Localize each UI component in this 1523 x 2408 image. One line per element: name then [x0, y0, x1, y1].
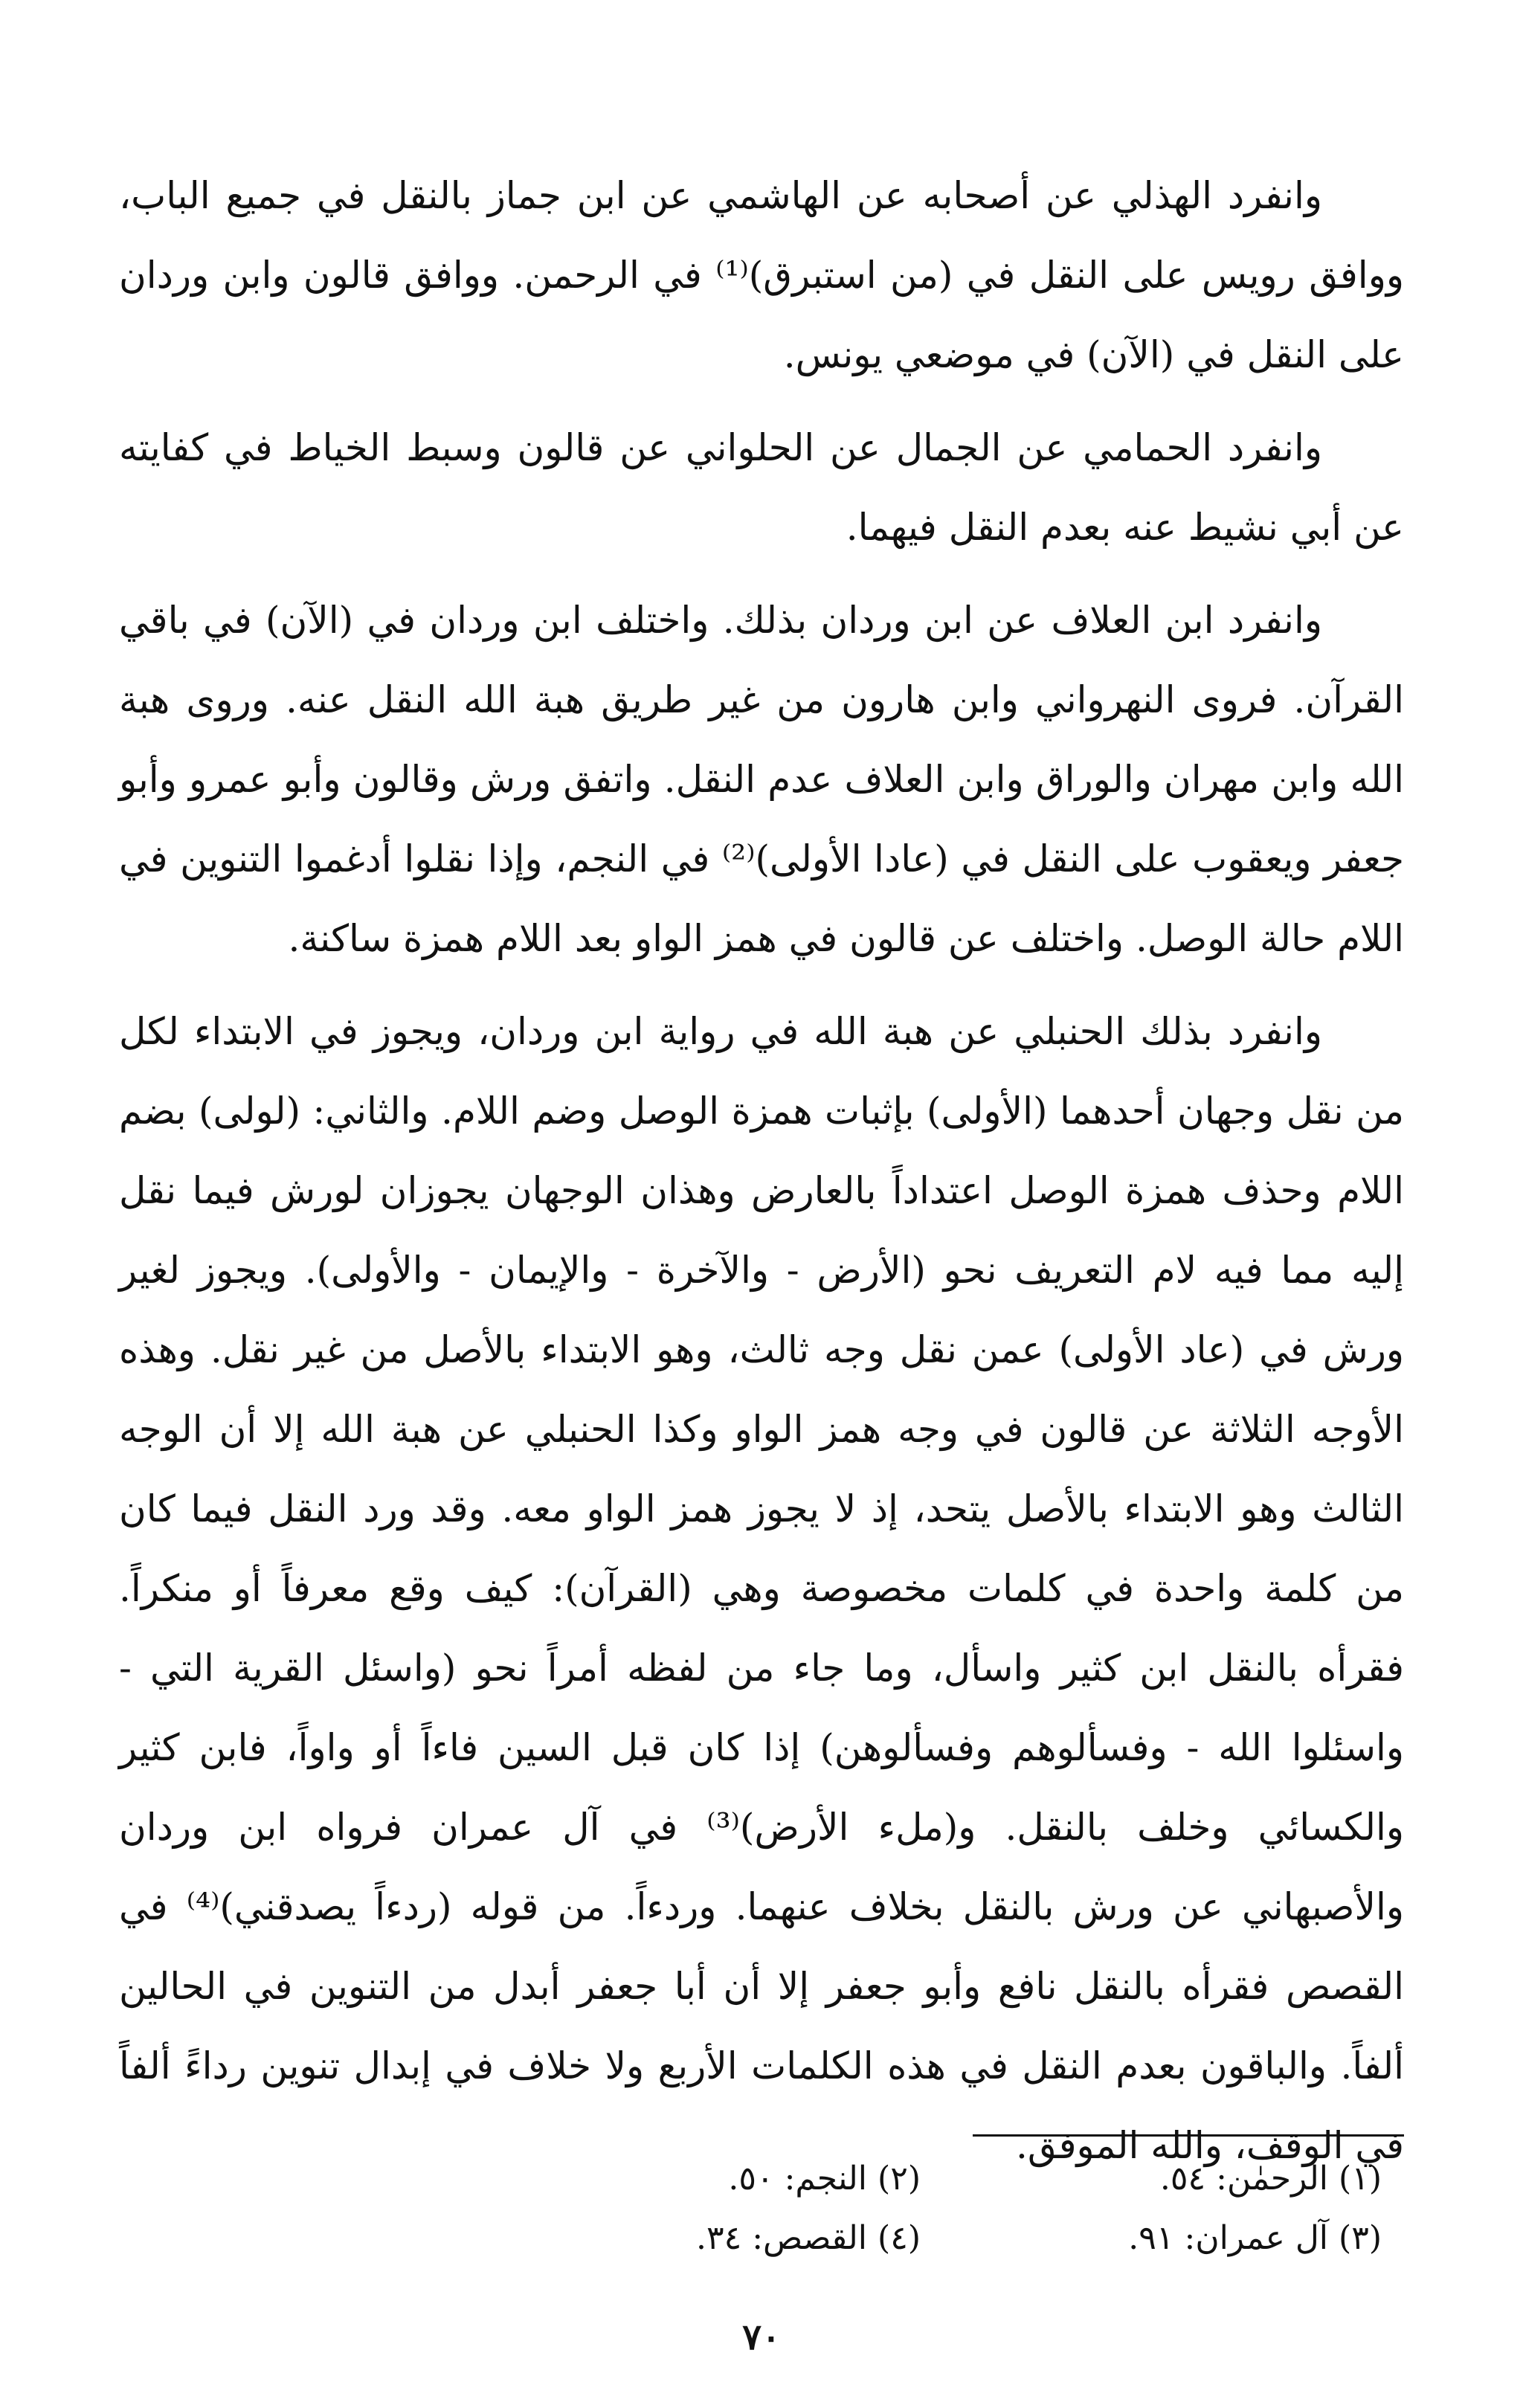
- footnote-row: [415, 2149, 1382, 2209]
- paragraph-3: وانفرد ابن العلاف عن ابن وردان بذلك. واختلف ابن وردان في (الآن) في باقي القرآن. فروى النهرواني وابن هارون من غير طريق هبة الله النقل عنه. وروى هبة الله وابن مهران والوراق وابن العلاف عدم النقل. واتفق ورش وقالون وأبو عمرو وأبو جعفر ويعقوب على النقل في (عادا الأولى)⁽²⁾ في النجم، وإذا نقلوا أدغموا التنوين في اللام حالة الوصل. واختلف عن قالون في همز الواو بعد اللام همزة ساكنة.: [119, 599, 1405, 960]
- footnote-text: القصص: ٣٤.: [695, 2219, 868, 2257]
- main-text: [119, 156, 1404, 2199]
- footnote-3: [921, 2209, 1382, 2268]
- footnote-row: [415, 2209, 1382, 2268]
- footnote-text: آل عمران: ٩١.: [1128, 2219, 1329, 2257]
- page-number: ٧٠: [742, 2317, 781, 2358]
- paragraph-1: وانفرد الهذلي عن أصحابه عن الهاشمي عن ابن جماز بالنقل في جميع الباب، ووافق رويس على النقل في (من استبرق)⁽¹⁾ في الرحمن. ووافق قالون وابن وردان على النقل في (الآن) في موضعي يونس.: [119, 174, 1404, 376]
- paragraph-4: وانفرد بذلك الحنبلي عن هبة الله في رواية ابن وردان، ويجوز في الابتداء لكل من نقل وجهان أحدهما (الأولى) بإثبات همزة الوصل وضم اللام. والثاني: (لولى) بضم اللام وحذف همزة الوصل اعتداداً بالعارض وهذان الوجهان يجوزان لورش فيما نقل إليه مما فيه لام التعريف نحو (الأرض - والآخرة - والإيمان - والأولى). ويجوز لغير ورش في (عاد الأولى) عمن نقل وجه ثالث، وهو الابتداء بالأصل من غير نقل. وهذه الأوجه الثلاثة عن قالون في وجه همز الواو وكذا الحنبلي عن هبة الله إلا أن الوجه الثالث وهو الابتداء بالأصل يتحد، إذ لا يجوز همز الواو معه. وقد ورد النقل فيما كان من كلمة واحدة في كلمات مخصوصة وهي (القرآن): كيف وقع معرفاً أو منكراً. فقرأه بالنقل ابن كثير واسأل، وما جاء من لفظه أمراً نحو (واسئل القرية التي - واسئلوا الله - وفسألوهم وفسألوهن) إذا كان قبل السين فاءاً أو واواً، فابن كثير والكسائي وخلف بالنقل. و(ملء الأرض)⁽³⁾ في آل عمران فرواه ابن وردان والأصبهاني عن ورش بالنقل بخلاف عنهما. وردءاً. من قوله (ردءاً يصدقني)⁽⁴⁾ في القصص فقرأه بالنقل نافع وأبو جعفر إلا أن أبا جعفر أبدل من التنوين في الحالين ألفاً. والباقون بعدم النقل في هذه الكلمات الأربع ولا خلاف في إبدال تنوين رداءً ألفاً في الوقف، والله الموفق.: [119, 1010, 1405, 2167]
- footnotes: [415, 2149, 1382, 2268]
- footnote-1: [921, 2149, 1382, 2209]
- footnote-number: (٣): [1339, 2219, 1382, 2257]
- footnote-divider: [973, 2134, 1404, 2137]
- paragraph-2: وانفرد الحمامي عن الجمال عن الحلواني عن قالون وسبط الخياط في كفايته عن أبي نشيط عنه بعدم النقل فيهما.: [119, 426, 1404, 549]
- footnote-4: [460, 2209, 921, 2268]
- footnote-2: [460, 2149, 921, 2209]
- footnote-number: (١): [1339, 2160, 1382, 2198]
- footnote-text: الرحمٰن: ٥٤.: [1159, 2160, 1329, 2198]
- footnote-number: (٢): [878, 2160, 921, 2198]
- footnote-number: (٤): [878, 2219, 921, 2257]
- footnote-text: النجم: ٥٠.: [728, 2160, 868, 2198]
